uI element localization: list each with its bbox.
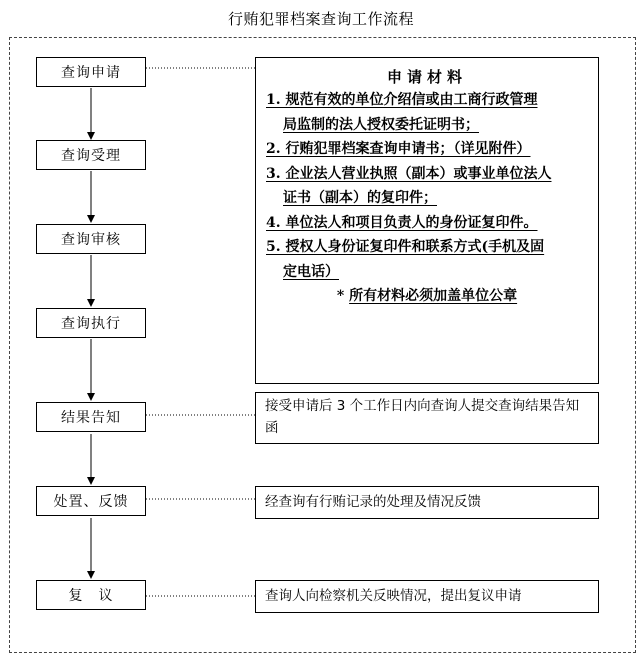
materials-item-line: 4. 单位法人和项目负责人的身份证复印件。 [266,214,538,231]
materials-footnote [256,284,598,308]
asterisk-mark: * [336,288,345,304]
step-accept: 查询受理 [36,140,146,170]
materials-item-line: 局监制的法人授权委托证明书； [283,116,479,133]
materials-item-line: 3. 企业法人营业执照（副本）或事业单位法人 [266,165,552,182]
materials-item-4 [266,211,588,236]
note-handling-feedback: 经查询有行贿记录的处理及情况反馈 [255,486,599,519]
diagram-title: 行贿犯罪档案查询工作流程 [227,10,414,28]
step-execute: 查询执行 [36,308,146,338]
step-notify: 结果告知 [36,402,146,432]
materials-item-line: 定电话） [283,263,339,280]
materials-item-line: 5. 授权人身份证复印件和联系方式(手机及固 [266,239,545,255]
footnote-text: 所有材料必须加盖单位公章 [349,288,518,304]
materials-item-3 [266,162,588,211]
materials-box [255,57,599,384]
step-reconsider: 复 议 [36,580,146,610]
materials-item-line: 2. 行贿犯罪档案查询申请书；（详见附件） [266,141,531,157]
note-review-request: 查询人向检察机关反映情况，提出复议申请 [255,580,599,613]
materials-heading: 申请材料 [386,68,467,86]
step-apply: 查询申请 [36,57,146,87]
note-result-notice: 接受申请后 3 个工作日内向查询人提交查询结果告知函 [255,392,599,444]
step-review: 查询审核 [36,224,146,254]
step-handle: 处置、反馈 [36,486,146,516]
materials-item-line: 1. 规范有效的单位介绍信或由工商行政管理 [266,92,538,108]
materials-item-2 [266,137,588,162]
materials-item-line: 证书（副本）的复印件； [283,190,437,206]
materials-item-1 [266,88,588,137]
materials-item-5 [266,235,588,284]
